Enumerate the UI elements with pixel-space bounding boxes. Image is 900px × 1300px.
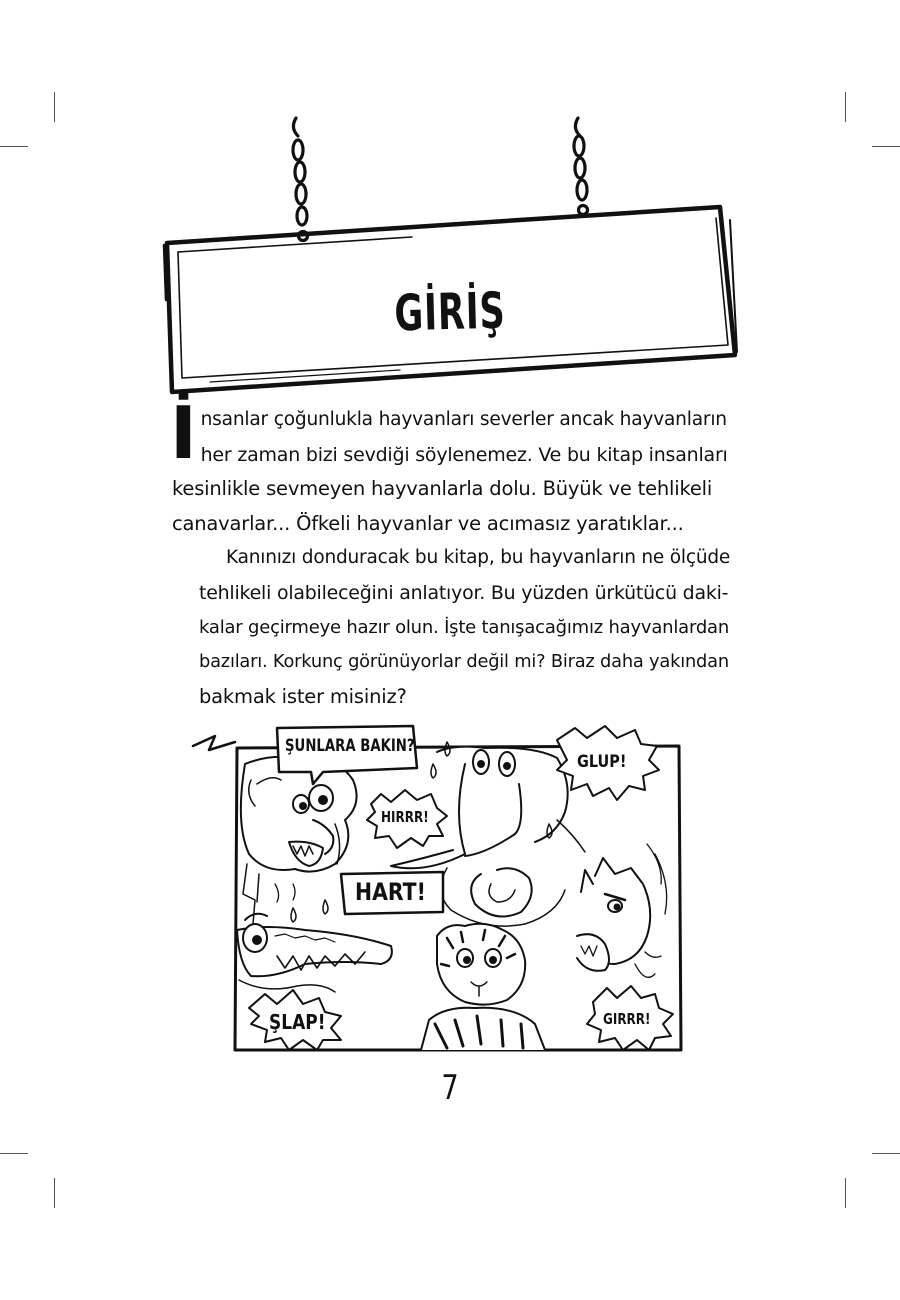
- bubble-text-growl: HIRRR!: [381, 808, 429, 826]
- text-line: canavarlar... Öfkeli hayvanlar ve acımasız yaratıklar...: [172, 511, 684, 535]
- bubble-text-wolf: GIRRR!: [603, 1010, 651, 1028]
- crop-mark-bottom-left-v: [54, 1178, 55, 1208]
- text-line: tehlikeli olabileceğini anlatıyor. Bu yüzden ürkütücü daki-: [199, 581, 729, 604]
- bubble-text-crocodile: ŞLAP!: [269, 1010, 326, 1034]
- hanging-sign: [0, 0, 900, 420]
- cartoon-illustration: [185, 724, 685, 1054]
- crop-mark-bottom-left-h: [0, 1153, 28, 1154]
- cartoon-drawing: [185, 724, 685, 1054]
- bubble-text-hart: HART!: [355, 878, 426, 906]
- tiger-drawing: [421, 924, 545, 1050]
- crocodile-drawing: [237, 914, 392, 992]
- text-line: her zaman bizi sevdiği söylenemez. Ve bu kitap insanları: [200, 443, 728, 466]
- text-line: Kanınızı donduracak bu kitap, bu hayvanların ne ölçüde: [226, 547, 731, 569]
- right-chain: [574, 118, 588, 215]
- crop-mark-bottom-right-h: [872, 1153, 900, 1154]
- text-line: nsanlar çoğunlukla hayvanları severler ancak hayvanların: [200, 409, 727, 430]
- text-line: kesinlikle sevmeyen hayvanlarla dolu. Büyük ve tehlikeli: [172, 477, 713, 501]
- text-line: bakmak ister misiniz?: [199, 684, 407, 708]
- left-chain: [293, 118, 308, 241]
- lion-drawing: [241, 757, 357, 924]
- chapter-title: GİRİŞ: [393, 281, 507, 343]
- page-number: 7: [441, 1068, 459, 1108]
- text-line: kalar geçirmeye hazır olun. İşte tanışacağımız hayvanlardan: [199, 616, 730, 638]
- paragraph-2: [172, 541, 731, 714]
- bubble-text-lion: ŞUNLARA BAKIN?: [285, 736, 415, 756]
- crop-mark-bottom-right-v: [845, 1178, 846, 1208]
- wolf-drawing: [577, 844, 667, 977]
- body-text: [170, 391, 731, 714]
- drop-cap: İ: [170, 391, 197, 475]
- bubble-text-elephant: GLUP!: [577, 752, 627, 772]
- paragraph-1: [170, 391, 728, 541]
- text-line: bazıları. Korkunç görünüyorlar değil mi? Biraz daha yakından: [199, 651, 729, 673]
